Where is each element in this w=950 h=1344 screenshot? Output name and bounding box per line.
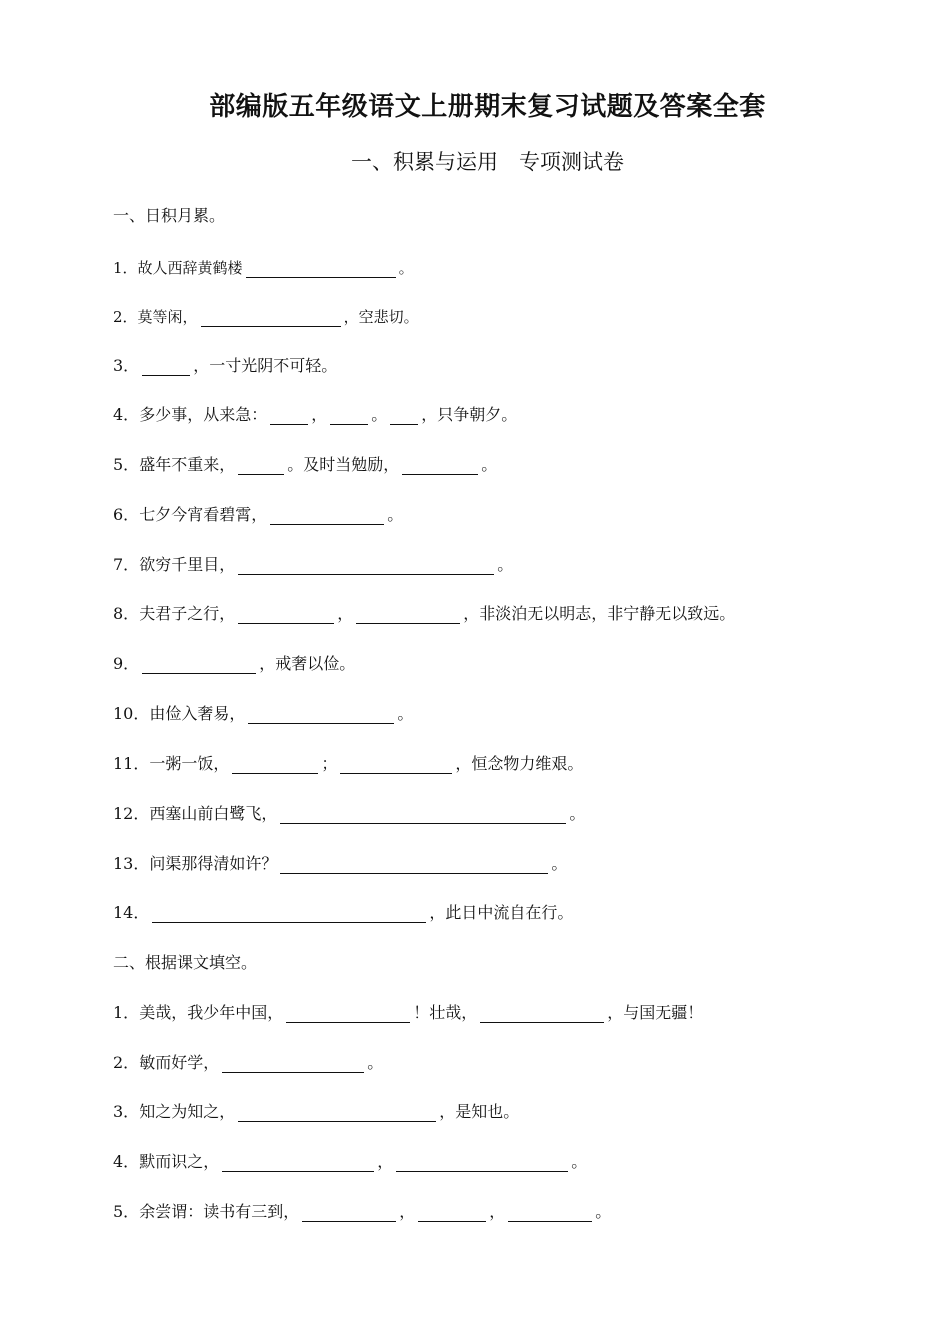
question-text: ，此日中流自在行。	[429, 903, 574, 922]
answer-blank[interactable]	[480, 1004, 604, 1023]
question-text: 一粥一饭，	[149, 754, 230, 773]
question-2-4	[113, 1148, 587, 1172]
question-1-1	[113, 254, 414, 278]
question-text: 。	[595, 1202, 612, 1221]
answer-blank[interactable]	[340, 755, 452, 774]
question-number: 2．	[113, 308, 138, 326]
question-text: 问渠那得清如许？	[149, 854, 278, 873]
question-text: 默而识之，	[139, 1152, 220, 1171]
answer-blank[interactable]	[418, 1203, 486, 1222]
question-text: 余尝谓：读书有三到，	[139, 1202, 300, 1221]
question-text: ，空悲切。	[343, 308, 419, 326]
answer-blank[interactable]	[330, 406, 368, 425]
answer-blank[interactable]	[286, 1004, 410, 1023]
question-1-3	[113, 352, 337, 376]
answer-blank[interactable]	[396, 1153, 568, 1172]
question-2-2	[113, 1049, 383, 1073]
document-subtitle: 一、积累与运用 专项测试卷	[351, 150, 624, 174]
answer-blank[interactable]	[238, 605, 334, 624]
question-text: 。	[397, 704, 414, 723]
question-text: 西塞山前白鹭飞，	[149, 804, 278, 823]
question-text: ，戒奢以俭。	[259, 654, 356, 673]
question-text: ，非淡泊无以明志，非宁静无以致远。	[463, 604, 736, 623]
question-1-8	[113, 600, 735, 624]
section-heading-2: 二、根据课文填空。	[113, 953, 258, 972]
question-text: 盛年不重来，	[139, 455, 236, 474]
answer-blank[interactable]	[152, 904, 426, 923]
question-number: 11．	[113, 754, 150, 773]
question-text: 美哉，我少年中国，	[139, 1003, 284, 1022]
question-text: ，	[337, 604, 354, 623]
question-1-5	[113, 451, 497, 475]
question-text: ，	[377, 1152, 394, 1171]
question-text: 七夕今宵看碧霄，	[139, 505, 268, 524]
answer-blank[interactable]	[280, 805, 566, 824]
question-number: 8．	[113, 604, 140, 623]
question-1-13	[113, 850, 567, 874]
answer-blank[interactable]	[280, 855, 548, 874]
answer-blank[interactable]	[390, 406, 418, 425]
question-text: 。	[481, 455, 498, 474]
answer-blank[interactable]	[222, 1054, 364, 1073]
question-text: 由俭入奢易，	[149, 704, 246, 723]
answer-blank[interactable]	[270, 406, 308, 425]
question-text: 。	[497, 555, 514, 574]
question-text: 多少事，从来急：	[139, 405, 268, 424]
question-number: 1．	[113, 259, 138, 277]
question-number: 4．	[113, 1152, 140, 1171]
answer-blank[interactable]	[270, 506, 384, 525]
question-text: ，	[489, 1202, 506, 1221]
question-1-2	[113, 303, 419, 327]
question-text: 故人西辞黄鹤楼	[137, 259, 243, 277]
question-text: 。	[371, 405, 388, 424]
question-number: 5．	[113, 455, 140, 474]
answer-blank[interactable]	[402, 456, 478, 475]
section-heading-1: 一、日积月累。	[113, 206, 226, 225]
question-text: ，只争朝夕。	[421, 405, 518, 424]
question-text: 。	[571, 1152, 588, 1171]
question-number: 13．	[113, 854, 150, 873]
question-text: 夫君子之行，	[139, 604, 236, 623]
question-text: ，与国无疆！	[607, 1003, 704, 1022]
question-number: 1．	[113, 1003, 140, 1022]
answer-blank[interactable]	[142, 357, 190, 376]
question-1-14	[113, 899, 573, 923]
question-text: ，一寸光阴不可轻。	[193, 356, 338, 375]
question-text: 欲穷千里目，	[139, 555, 236, 574]
question-text: ，	[311, 405, 328, 424]
document-title: 部编版五年级语文上册期末复习试题及答案全套	[209, 92, 766, 122]
question-number: 4．	[113, 405, 140, 424]
question-number: 14．	[113, 903, 150, 922]
question-text: 。及时当勉励，	[287, 455, 400, 474]
question-number: 12．	[113, 804, 150, 823]
answer-blank[interactable]	[248, 705, 394, 724]
answer-blank[interactable]	[238, 1103, 436, 1122]
question-text: 莫等闲，	[137, 308, 198, 326]
question-text: 。	[367, 1053, 384, 1072]
question-number: 3．	[113, 1102, 140, 1121]
question-text: ，是知也。	[439, 1102, 520, 1121]
question-2-5	[113, 1198, 611, 1222]
question-text: 。	[387, 505, 404, 524]
answer-blank[interactable]	[222, 1153, 374, 1172]
question-text: ；	[321, 754, 338, 773]
answer-blank[interactable]	[238, 456, 284, 475]
question-text: ，恒念物力维艰。	[455, 754, 584, 773]
question-number: 7．	[113, 555, 140, 574]
answer-blank[interactable]	[508, 1203, 592, 1222]
question-number: 9．	[113, 654, 140, 673]
question-1-12	[113, 800, 585, 824]
question-number: 3．	[113, 356, 140, 375]
answer-blank[interactable]	[246, 259, 396, 278]
question-text: 。	[569, 804, 586, 823]
question-2-3	[113, 1098, 519, 1122]
question-number: 5．	[113, 1202, 140, 1221]
question-1-9	[113, 650, 355, 674]
answer-blank[interactable]	[302, 1203, 396, 1222]
question-2-1	[113, 999, 703, 1023]
question-text: 。	[398, 259, 414, 277]
answer-blank[interactable]	[142, 655, 256, 674]
question-1-4	[113, 401, 517, 425]
question-number: 6．	[113, 505, 140, 524]
question-1-11	[113, 750, 583, 774]
question-text: 。	[551, 854, 568, 873]
question-number: 10．	[113, 704, 150, 723]
question-1-10	[113, 700, 413, 724]
question-number: 2．	[113, 1053, 140, 1072]
answer-blank[interactable]	[238, 556, 494, 575]
question-1-7	[113, 551, 513, 575]
question-text: ！壮哉，	[413, 1003, 478, 1022]
question-text: 知之为知之，	[139, 1102, 236, 1121]
answer-blank[interactable]	[356, 605, 460, 624]
answer-blank[interactable]	[232, 755, 318, 774]
question-text: ，	[399, 1202, 416, 1221]
answer-blank[interactable]	[201, 308, 341, 327]
question-1-6	[113, 501, 403, 525]
question-text: 敏而好学，	[139, 1053, 220, 1072]
